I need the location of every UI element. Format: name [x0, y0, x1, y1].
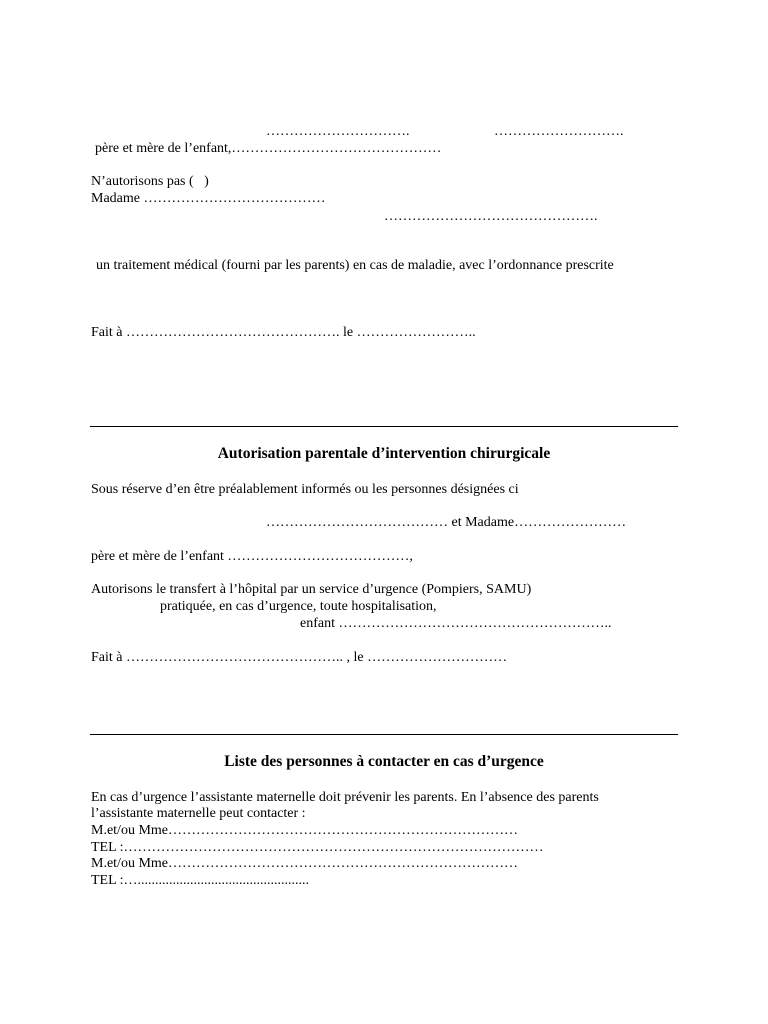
reserve-line: Sous réserve d’en être préalablement informés ou les personnes désignées ci: [91, 482, 519, 497]
enfant-line: enfant …………………………………………………..: [300, 616, 612, 631]
madame-line: Madame …………………………………: [91, 191, 326, 206]
dots-field-father: ………………………….: [266, 124, 410, 139]
parents-line: père et mère de l’enfant …………………………………,: [91, 549, 413, 564]
section-title-chirurgicale: Autorisation parentale d’intervention chirurgicale: [217, 445, 551, 462]
section-divider: [90, 426, 678, 427]
intro-line: En cas d’urgence l’assistante maternelle doit prévenir les parents. En l’absence des parents: [91, 790, 599, 805]
contact-tel-line: TEL :………………………………………………………………………………: [91, 840, 544, 855]
pratiquee-line: pratiquée, en cas d’urgence, toute hospitalisation,: [160, 599, 437, 614]
contact-name-line: M.et/ou Mme…………………………………………………………………: [91, 823, 518, 838]
section-title-contacts: Liste des personnes à contacter en cas d’urgence: [224, 753, 544, 770]
contact-tel-line: TEL :….................................................: [91, 873, 310, 888]
contact-name-line: M.et/ou Mme…………………………………………………………………: [91, 856, 518, 871]
section-divider: [90, 734, 678, 735]
madame-line: ………………………………… et Madame……………………: [266, 515, 627, 530]
traitement-line: un traitement médical (fourni par les parents) en cas de maladie, avec l’ordonnance prescrite: [96, 258, 614, 273]
dots-field-mother: ……………………….: [494, 124, 624, 139]
transfert-line: Autorisons le transfert à l’hôpital par un service d’urgence (Pompiers, SAMU): [91, 582, 532, 597]
dots-field-name: ……………………………………….: [384, 209, 598, 224]
fait-line: Fait à ………………………………………. le ……………………..: [91, 325, 476, 340]
autorisons-line: N’autorisons pas ( ): [91, 174, 209, 189]
intro-line: l’assistante maternelle peut contacter :: [91, 806, 306, 821]
parents-line: père et mère de l’enfant,………………………………………: [95, 141, 442, 156]
fait-line: Fait à ……………………………………….. , le …………………………: [91, 650, 508, 665]
